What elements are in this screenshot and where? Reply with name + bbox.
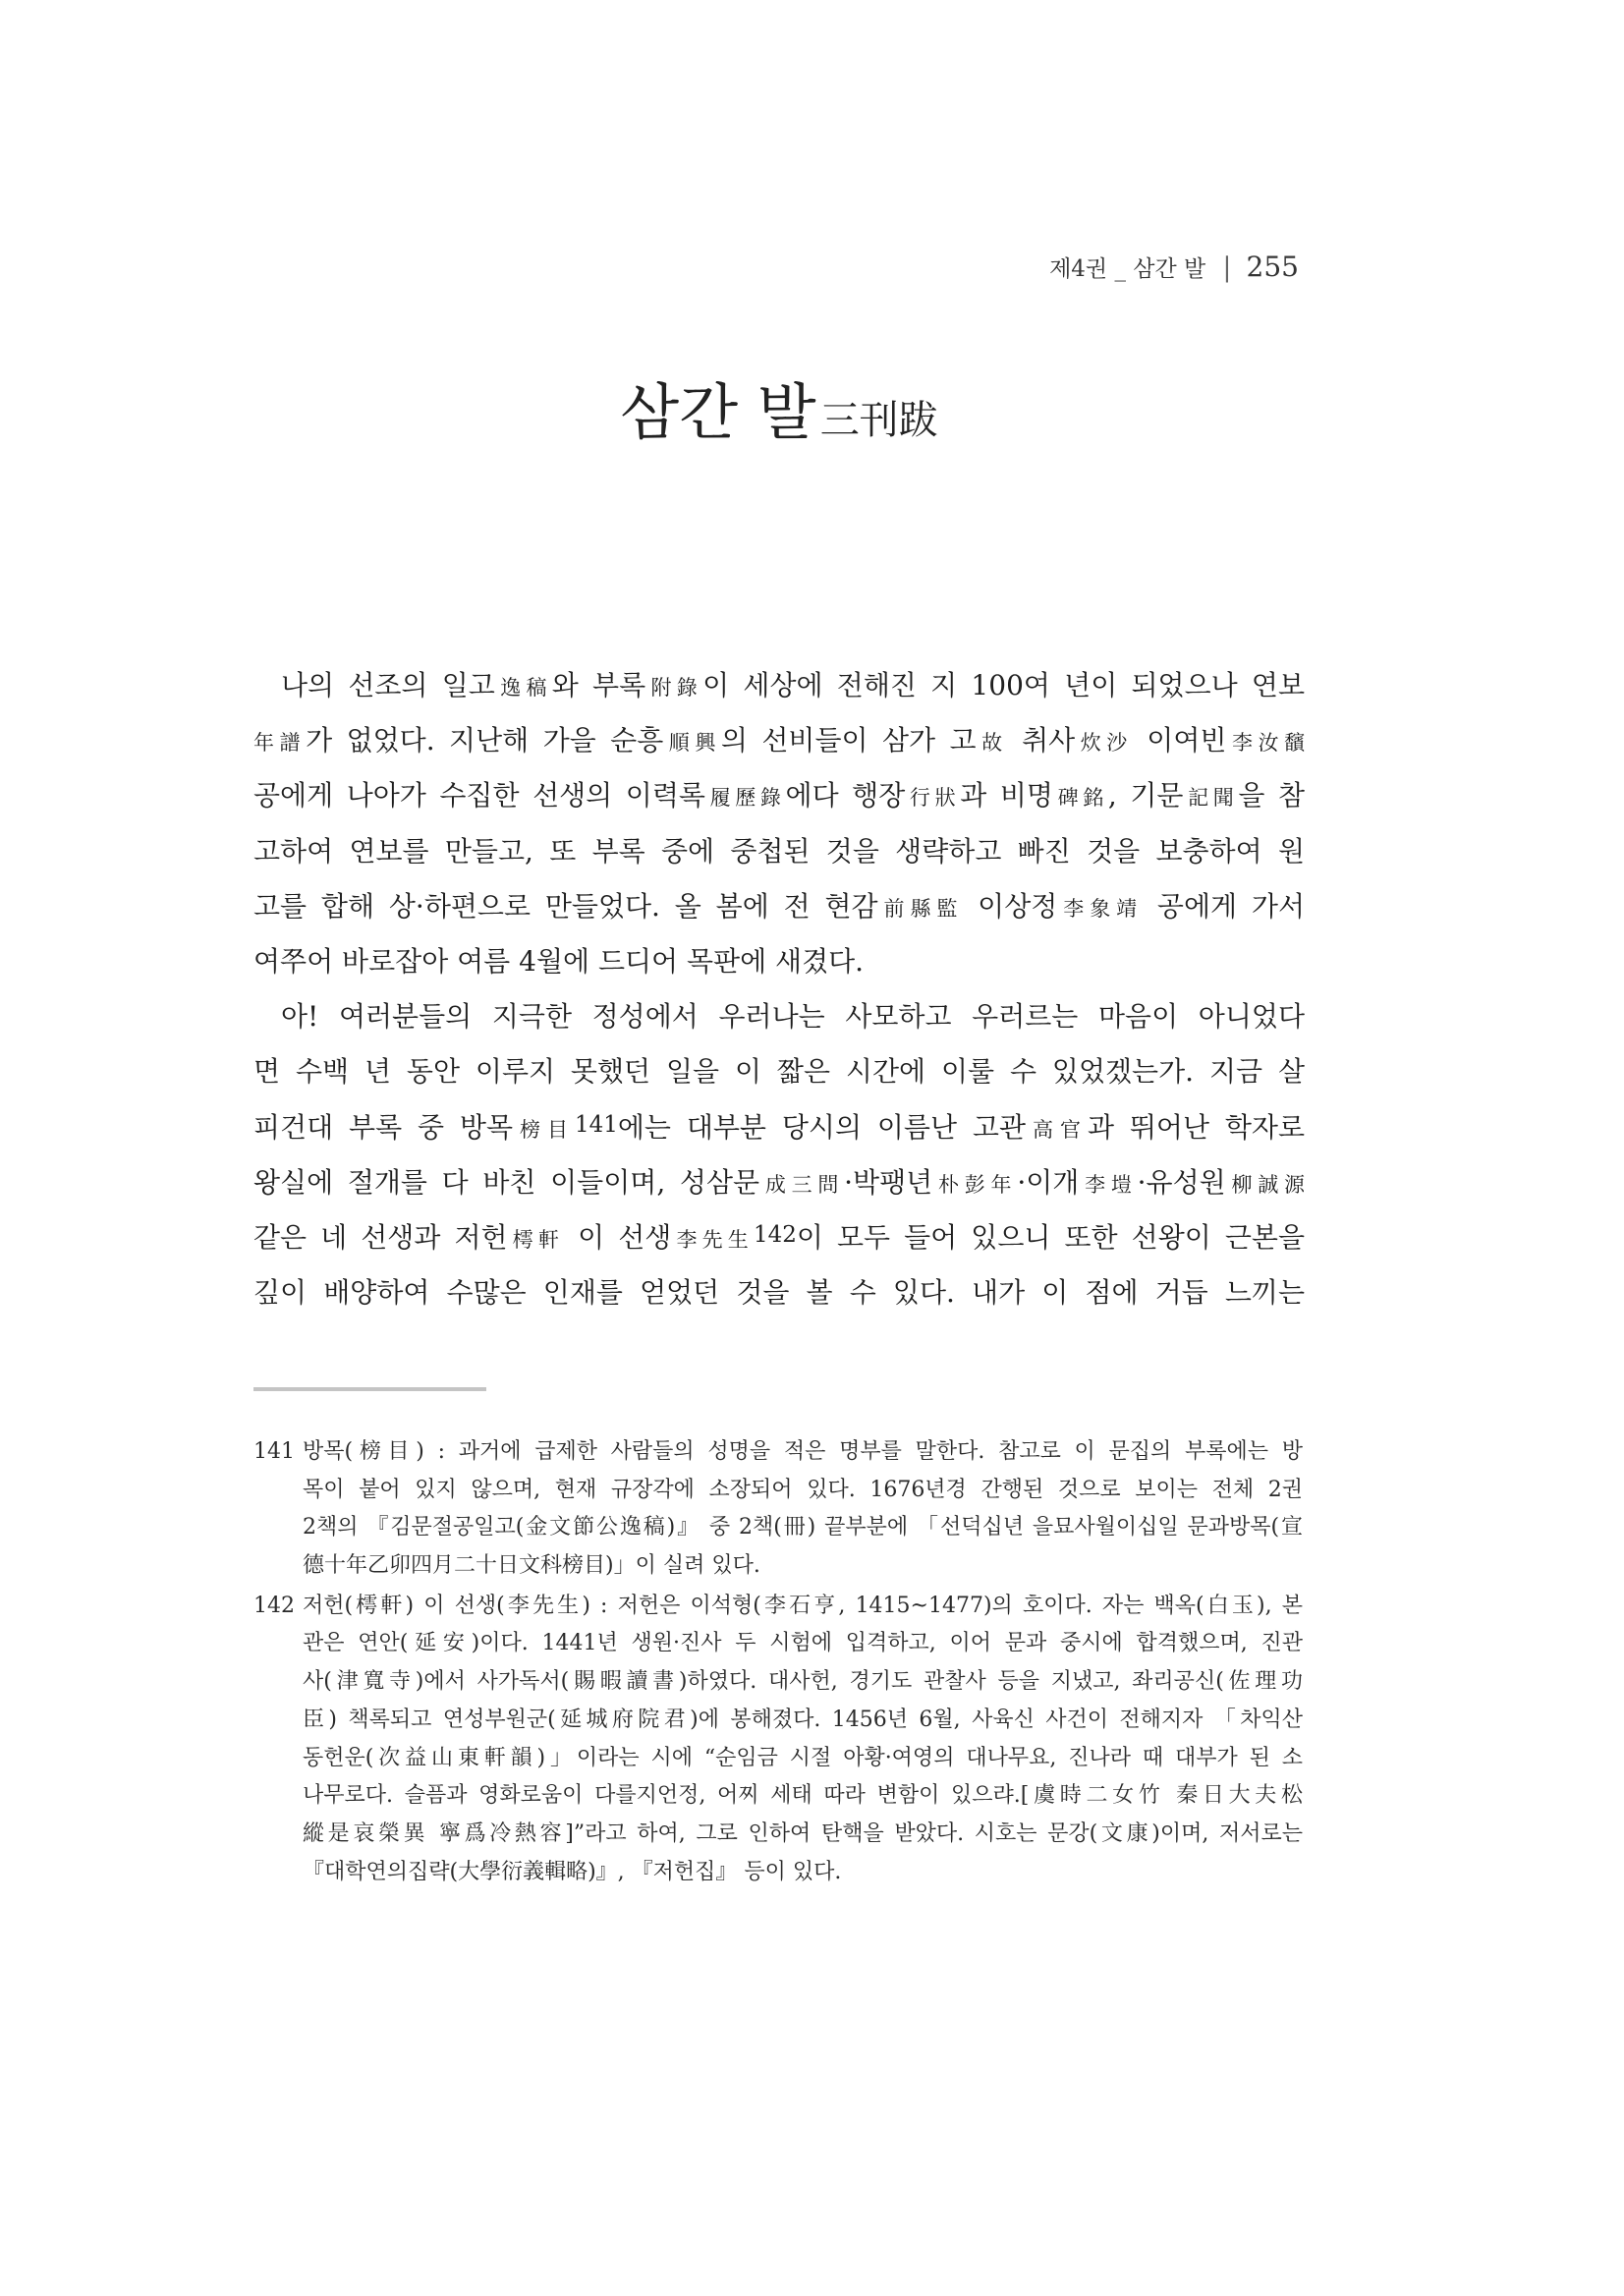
body-line <box>253 1044 1305 1099</box>
body-line <box>253 1155 1305 1210</box>
hanja-annotation: 順興 <box>663 731 721 756</box>
body-line <box>253 824 1305 879</box>
footnote <box>253 1433 1303 1586</box>
footnotes <box>253 1433 1303 1893</box>
footnote-line: 저헌(樗軒) 이 선생(李先生) : 저헌은 이석형(李石亨, 1415~1477)의 호이다. 자는 백옥(白玉), 본 <box>303 1593 1303 1618</box>
hanja-annotation: 榜目 <box>513 1117 575 1142</box>
text-run: 공에게 가서 <box>1143 889 1305 923</box>
footnote-line: 縱是哀榮異 寧爲冷熱容]”라고 하여, 그로 인하여 탄핵을 받았다. 시호는 문강(文康)이며, 저서로는 <box>303 1820 1303 1846</box>
body-text <box>253 658 1305 1320</box>
footnote-line: 『대학연의집략(大學衍義輯略)』, 『저헌집』 등이 있다. <box>303 1859 842 1884</box>
text-run: 와 부록 <box>551 669 646 701</box>
running-title: 제4권 _ 삼간 발 <box>1049 256 1206 282</box>
chapter-title <box>253 371 1305 454</box>
hanja-annotation: 逸稿 <box>494 676 552 700</box>
body-line <box>253 1265 1305 1320</box>
hanja-annotation: 前縣監 <box>877 896 964 921</box>
footnote-line: 관은 연안(延安)이다. 1441년 생원·진사 두 시험에 입격하고, 이어 문과 중시에 합격했으며, 진관 <box>303 1631 1303 1656</box>
text-run: 고하여 연보를 만들고, 또 부록 중에 중첩된 것을 생략하고 빠진 것을 보충하여 원 <box>253 834 1305 868</box>
hanja-annotation: 高官 <box>1026 1117 1088 1142</box>
body-line <box>253 879 1305 934</box>
hanja-annotation: 李塏 <box>1079 1172 1138 1197</box>
footnote-text <box>303 1588 1303 1892</box>
text-run: 같은 네 선생과 저헌 <box>253 1220 508 1254</box>
text-run: 이 모두 들어 있으니 또한 선왕이 근본을 <box>796 1220 1306 1254</box>
body-line <box>253 713 1305 768</box>
footnote-line: 德十年乙卯四月二十日文科榜目)」이 실려 있다. <box>303 1553 760 1579</box>
text-run: , 기문 <box>1107 779 1184 812</box>
text-run: 이여빈 <box>1132 724 1227 757</box>
text-run: 이상정 <box>963 889 1058 923</box>
text-run: 여쭈어 바로잡아 여름 4월에 드디어 목판에 새겼다. <box>253 944 865 978</box>
footnote-line: 목이 붙어 있지 않으며, 현재 규장각에 소장되어 있다. 1676년경 간행된 것으로 보이는 전체 2권 <box>303 1477 1303 1502</box>
footnote-line: 臣) 책록되고 연성부원군(延城府院君)에 봉해졌다. 1456년 6월, 사육신 사건이 전해지자 「차익산 <box>303 1707 1303 1732</box>
hanja-annotation: 碑銘 <box>1052 786 1108 811</box>
text-run: 이 세상에 전해진 지 100여 년이 되었으나 연보 <box>702 669 1305 701</box>
footnote-line: 사(津寬寺)에서 사가독서(賜暇讀書)하였다. 대사헌, 경기도 관찰사 등을 지냈고, 좌리공신(佐理功 <box>303 1669 1303 1695</box>
title-korean: 삼간 발 <box>620 376 816 448</box>
body-line <box>253 1100 1305 1155</box>
hanja-annotation: 朴彭年 <box>932 1172 1018 1197</box>
footnote-text <box>303 1433 1303 1586</box>
footnote <box>253 1588 1303 1892</box>
paragraph <box>253 989 1305 1320</box>
text-run: 과 비명 <box>960 779 1053 812</box>
header-divider: | <box>1222 252 1232 283</box>
text-run: 피건대 부록 중 방목 <box>253 1110 514 1144</box>
text-run: 취사 <box>1007 724 1076 757</box>
body-line <box>253 989 1305 1044</box>
hanja-annotation: 李象靖 <box>1057 896 1144 921</box>
footnote-number: 141 <box>253 1439 295 1464</box>
text-run: 공에게 나아가 수집한 선생의 이력록 <box>253 779 705 812</box>
hanja-annotation: 附錄 <box>645 676 703 700</box>
hanja-annotation: 樗軒 <box>507 1227 565 1252</box>
text-run: 에는 대부분 당시의 이름난 고관 <box>617 1110 1026 1144</box>
text-run: 에다 행장 <box>785 779 906 812</box>
hanja-annotation: 柳誠源 <box>1225 1172 1306 1197</box>
hanja-annotation: 記聞 <box>1183 786 1239 811</box>
text-run: 과 뛰어난 학자로 <box>1087 1110 1306 1144</box>
footnote-rule <box>253 1387 486 1391</box>
body-line <box>253 768 1305 823</box>
page-number: 255 <box>1246 251 1299 283</box>
footnote-line: 방목(榜目) : 과거에 급제한 사람들의 성명을 적은 명부를 말한다. 참고로 이 문집의 부록에는 방 <box>303 1439 1303 1464</box>
text-run: 면 수백 년 동안 이루지 못했던 일을 이 짧은 시간에 이룰 수 있었겠는가. 지금 살 <box>253 1055 1305 1089</box>
hanja-annotation: 履歷錄 <box>704 786 786 811</box>
footnote-reference: 142 <box>753 1221 797 1248</box>
text-run: ·유성원 <box>1137 1165 1226 1199</box>
footnote-reference: 141 <box>574 1111 618 1138</box>
text-run: 을 참 <box>1238 779 1306 812</box>
text-run: 가 없었다. 지난해 가을 순흥 <box>306 724 664 757</box>
text-run: 아! 여러분들의 지극한 정성에서 우러나는 사모하고 우러르는 마음이 아니었다 <box>281 1000 1305 1034</box>
footnote-line: 동헌운(次益山東軒韻)」이라는 시에 “순임금 시절 아황·여영의 대나무요, 진나라 때 대부가 된 소 <box>303 1745 1303 1770</box>
footnote-line: 2책의 『김문절공일고(金文節公逸稿)』 중 2책(冊) 끝부분에 「선덕십년 을묘사월이십일 문과방목(宣 <box>303 1515 1303 1540</box>
text-run: 나의 선조의 일고 <box>281 669 495 701</box>
page-header <box>1049 248 1299 287</box>
hanja-annotation: 炊沙 <box>1075 731 1133 756</box>
text-run: 의 선비들이 삼가 고 <box>720 724 977 757</box>
footnote-line: 나무로다. 슬픔과 영화로움이 다를지언정, 어찌 세태 따라 변함이 있으랴.[虞時二女竹 秦日大夫松 <box>303 1783 1303 1809</box>
hanja-annotation: 李先生 <box>671 1227 754 1252</box>
text-run: ·이개 <box>1017 1165 1080 1199</box>
hanja-annotation: 故 <box>976 731 1008 756</box>
text-run: 고를 합해 상·하편으로 만들었다. 올 봄에 전 현감 <box>253 889 878 923</box>
text-run: 이 선생 <box>564 1220 672 1254</box>
paragraph <box>253 658 1305 989</box>
hanja-annotation: 年譜 <box>253 731 307 756</box>
hanja-annotation: 李汝馪 <box>1226 731 1306 756</box>
footnote-number: 142 <box>253 1593 295 1618</box>
text-run: ·박팽년 <box>844 1165 933 1199</box>
hanja-annotation: 成三問 <box>759 1172 845 1197</box>
title-hanja: 三刊跋 <box>819 398 938 443</box>
hanja-annotation: 行狀 <box>905 786 961 811</box>
body-line <box>253 1210 1305 1265</box>
body-line <box>253 658 1305 713</box>
text-run: 왕실에 절개를 다 바친 이들이며, 성삼문 <box>253 1165 760 1199</box>
text-run: 깊이 배양하여 수많은 인재를 얻었던 것을 볼 수 있다. 내가 이 점에 거듭 느끼는 <box>253 1276 1305 1310</box>
body-line <box>253 934 1305 989</box>
